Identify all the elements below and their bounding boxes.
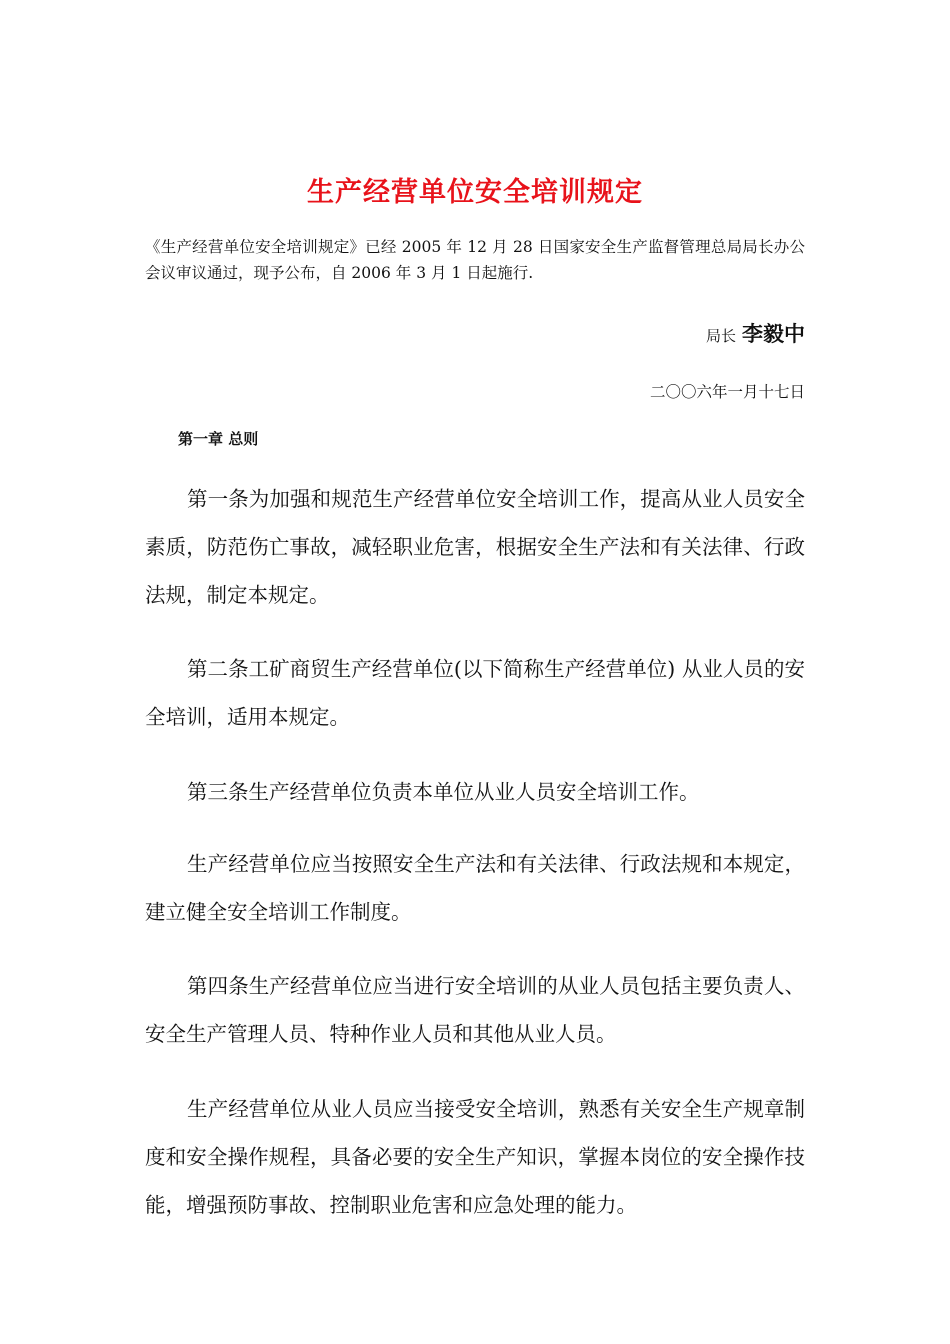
article-paragraph: 生产经营单位应当按照安全生产法和有关法律、行政法规和本规定，建立健全安全培训工作制度。: [145, 852, 805, 924]
document-title: 生产经营单位安全培训规定: [307, 177, 643, 208]
signature: [706, 318, 805, 348]
signature-name: 李毅中: [742, 322, 805, 346]
article-paragraph: 第二条工矿商贸生产经营单位(以下简称生产经营单位) 从业人员的安全培训，适用本规定。: [145, 657, 805, 729]
intro-paragraph: 《生产经营单位安全培训规定》已经 2005 年 12 月 28 日国家安全生产监督管理总局局长办公会议审议通过，现予公布，自 2006 年 3 月 1 日起施行.: [145, 238, 805, 282]
signature-role: 局长: [705, 327, 736, 345]
article-paragraph: 第三条生产经营单位负责本单位从业人员安全培训工作。: [187, 780, 700, 804]
issue-date: 二〇〇六年一月十七日: [649, 383, 805, 401]
article-paragraph: 生产经营单位从业人员应当接受安全培训，熟悉有关安全生产规章制度和安全操作规程，具备必要的安全生产知识，掌握本岗位的安全操作技能，增强预防事故、控制职业危害和应急处理的能力。: [145, 1097, 805, 1217]
article-paragraph: 第一条为加强和规范生产经营单位安全培训工作，提高从业人员安全素质，防范伤亡事故，减轻职业危害，根据安全生产法和有关法律、行政法规，制定本规定。: [145, 487, 805, 607]
article-paragraph: 第四条生产经营单位应当进行安全培训的从业人员包括主要负责人、安全生产管理人员、特种作业人员和其他从业人员。: [145, 974, 805, 1046]
chapter-heading: 第一章 总则: [178, 430, 259, 448]
